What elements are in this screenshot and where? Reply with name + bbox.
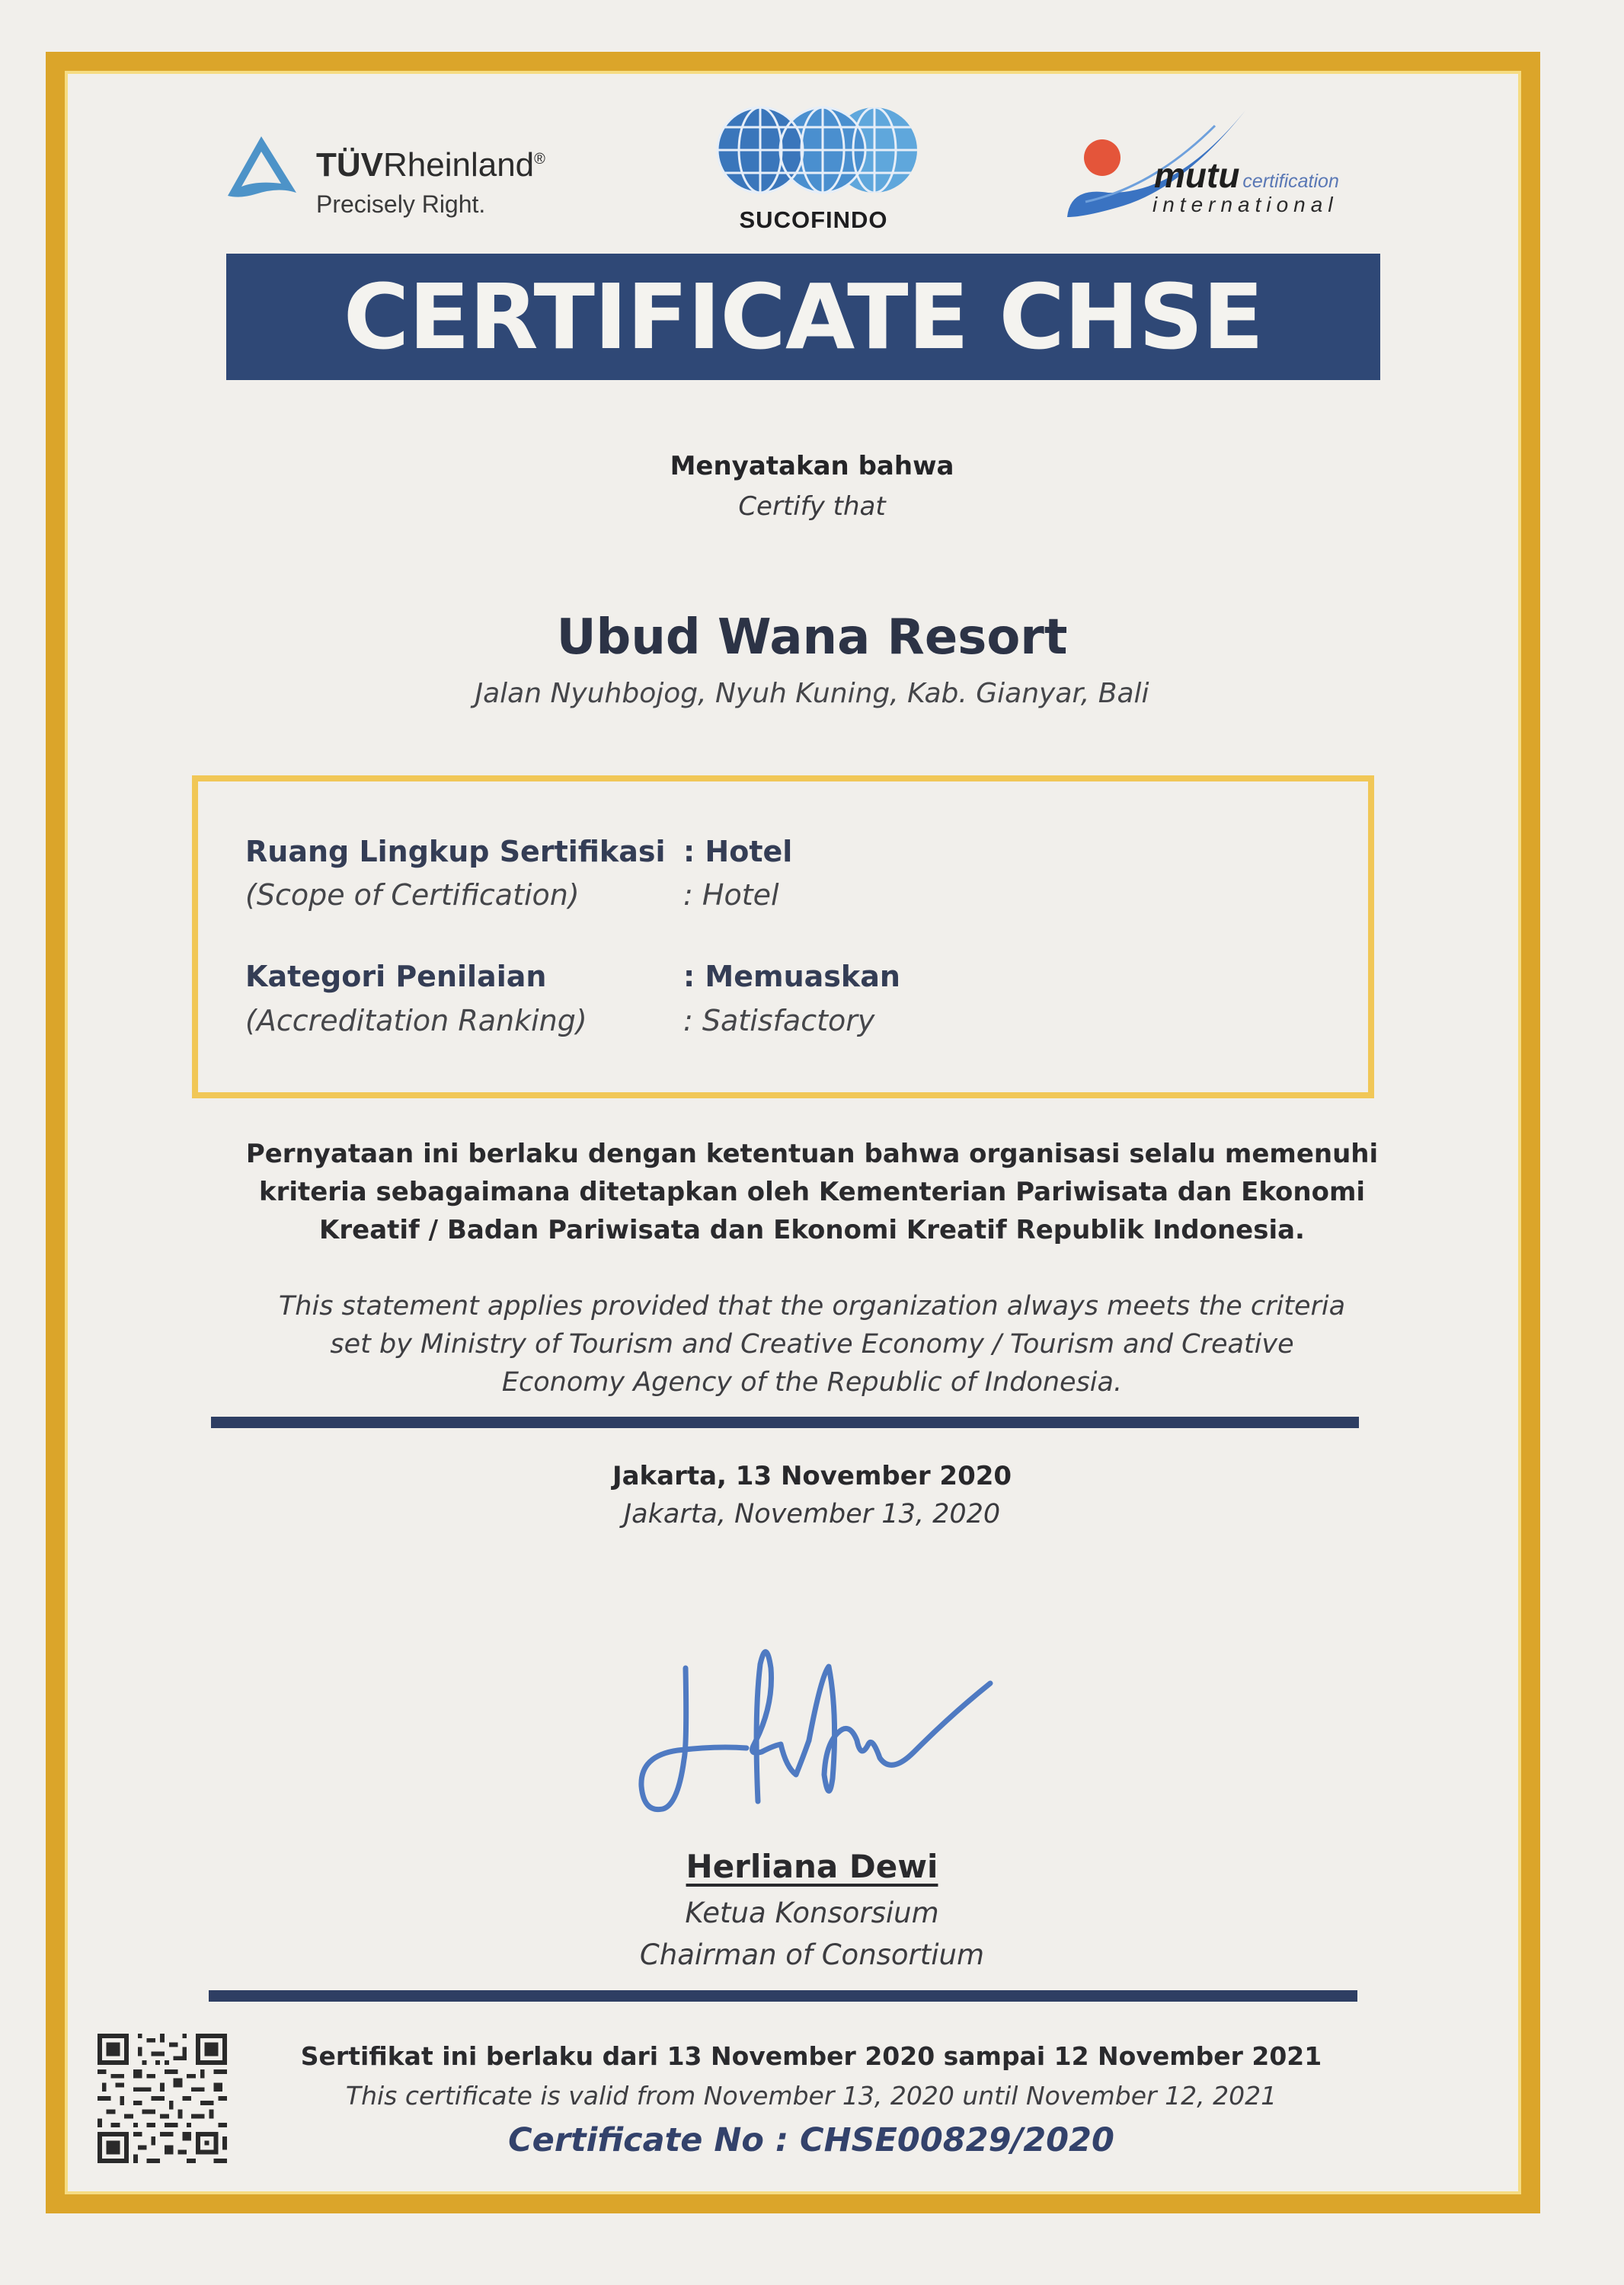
ranking-label-id: Kategori Penilaian xyxy=(245,960,547,993)
title-banner xyxy=(226,254,1380,380)
sucofindo-logo xyxy=(708,103,922,232)
divider-top xyxy=(211,1417,1359,1428)
statement-id-line: Kreatif / Badan Pariwisata dan Ekonomi Kreatif Republik Indonesia. xyxy=(319,1215,1305,1245)
scope-row-en xyxy=(245,878,779,912)
statement-id-line: kriteria sebagaimana ditetapkan oleh Kementerian Pariwisata dan Ekonomi xyxy=(258,1177,1366,1207)
ranking-row-id xyxy=(245,960,900,993)
tuv-brand-regular: Rheinland xyxy=(383,146,535,184)
statement-en xyxy=(0,1287,1624,1401)
ranking-label-en: (Accreditation Ranking) xyxy=(245,1004,587,1037)
scope-label-en: (Scope of Certification) xyxy=(245,878,580,912)
ranking-row-en xyxy=(245,1004,874,1037)
statement-en-line: This statement applies provided that the organization always meets the criteria xyxy=(278,1291,1346,1321)
tuv-rheinland-logo xyxy=(225,129,621,228)
recipient-address: Jalan Nyuhbojog, Nyuh Kuning, Kab. Gianyar, Bali xyxy=(475,678,1149,709)
qr-code-icon[interactable] xyxy=(98,2034,227,2163)
ranking-value-en: : Satisfactory xyxy=(683,1004,875,1037)
certification-details-box xyxy=(192,775,1374,1098)
issue-date-id: Jakarta, 13 November 2020 xyxy=(612,1461,1012,1491)
sucofindo-wordmark: SUCOFINDO xyxy=(739,206,888,233)
recipient-name: Ubud Wana Resort xyxy=(556,609,1068,666)
signatory-role-en: Chairman of Consortium xyxy=(639,1938,985,1971)
divider-bottom xyxy=(209,1990,1357,2002)
scope-value-en: : Hotel xyxy=(683,878,779,912)
statement-en-line: set by Ministry of Tourism and Creative Economy / Tourism and Creative xyxy=(330,1329,1294,1360)
signatory-name: Herliana Dewi xyxy=(686,1848,938,1885)
scope-value-id: : Hotel xyxy=(683,835,793,868)
statement-id-line: Pernyataan ini berlaku dengan ketentuan bahwa organisasi selalu memenuhi xyxy=(245,1139,1379,1169)
validity-id: Sertifikat ini berlaku dari 13 November 2020 sampai 12 November 2021 xyxy=(300,2041,1322,2071)
mutu-wordmark: mutu xyxy=(1154,155,1240,195)
registered-mark: ® xyxy=(534,151,545,168)
statement-en-line: Economy Agency of the Republic of Indonesia. xyxy=(501,1367,1123,1398)
scope-label-id: Ruang Lingkup Sertifikasi xyxy=(245,835,666,868)
mutu-subtitle: international xyxy=(1152,193,1338,216)
issue-date-en: Jakarta, November 13, 2020 xyxy=(623,1499,1001,1529)
certificate-title: CERTIFICATE CHSE xyxy=(343,264,1264,369)
scope-row-id xyxy=(245,835,792,868)
tuv-brand-bold: TÜV xyxy=(316,146,383,184)
globe-icon xyxy=(708,103,922,206)
intro-en: Certify that xyxy=(738,491,886,522)
signature-icon xyxy=(609,1622,1051,1836)
validity-en: This certificate is valid from November 13, 2020 until November 12, 2021 xyxy=(345,2081,1277,2111)
statement-id xyxy=(0,1135,1624,1249)
certificate-number: Certificate No : CHSE00829/2020 xyxy=(508,2121,1114,2159)
signatory-role-id: Ketua Konsorsium xyxy=(685,1897,939,1929)
ranking-value-id: : Memuaskan xyxy=(683,960,900,993)
tuv-triangle-icon xyxy=(225,133,301,202)
mutu-certification-logo xyxy=(1063,103,1398,232)
intro-id: Menyatakan bahwa xyxy=(670,451,954,481)
mutu-suffix: certification xyxy=(1242,171,1339,192)
tuv-tagline: Precisely Right. xyxy=(316,190,486,218)
